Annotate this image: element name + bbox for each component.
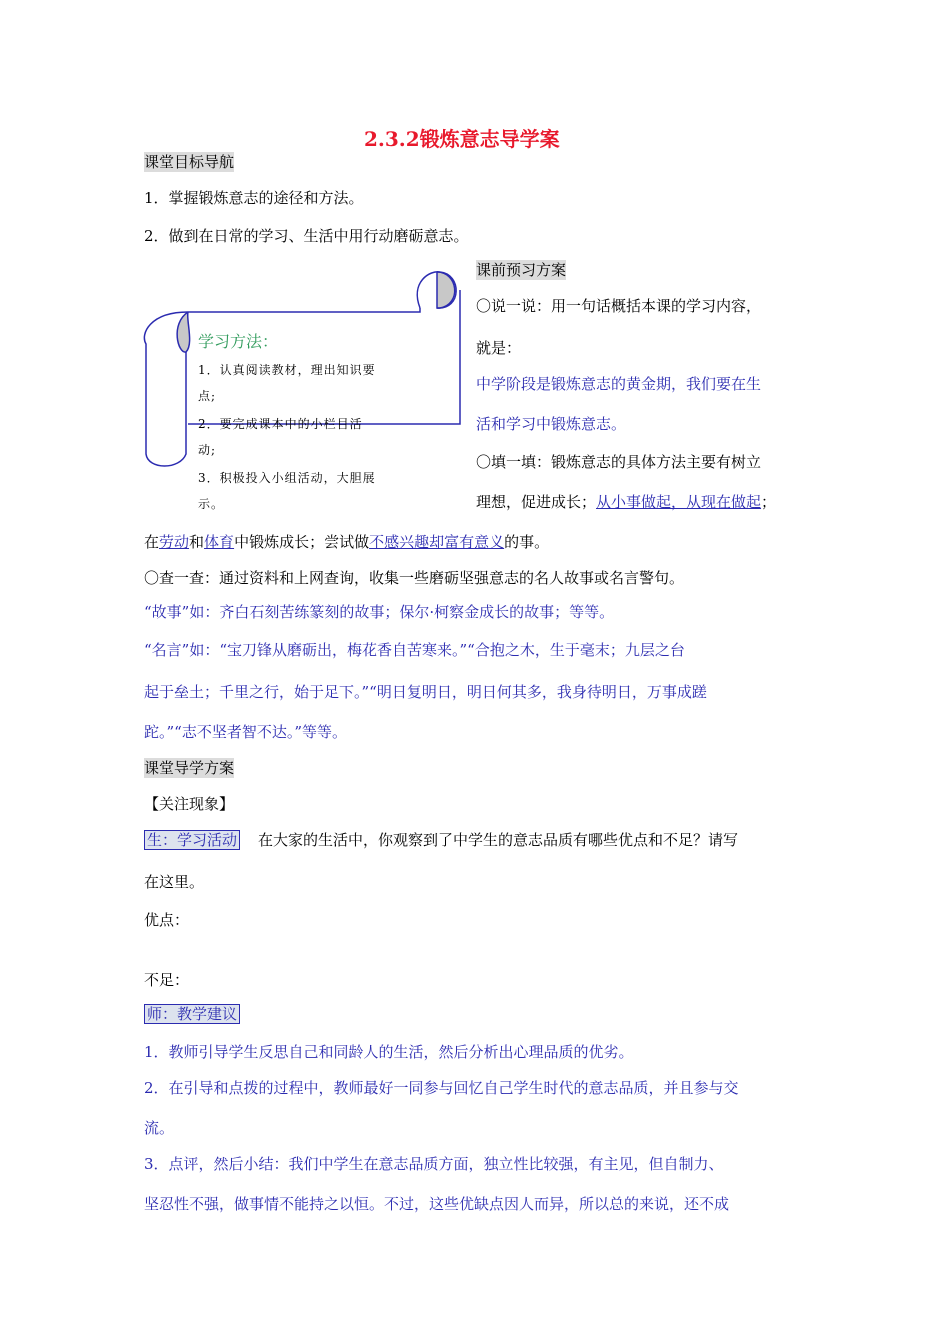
fill-question-line2 [476,492,776,512]
student-question-line1 [144,830,738,850]
suggestion-3-line2: 坚忍性不强，做事情不能持之以恒。不过，这些优缺点因人而异，所以总的来说，还不成 [144,1195,730,1213]
scroll-heading: 学习方法： [198,332,279,351]
student-tag: 生：学习活动 [144,830,240,850]
fill-answer-sports: 体育 [204,533,235,551]
section-heading-goals: 课堂目标导航 [144,153,235,171]
goal-item-1: 1．掌握锻炼意志的途径和方法。 [144,189,364,207]
say-question-line1: 〇说一说：用一句话概括本课的学习内容， [476,297,762,315]
page-title: 2.3.2锻炼意志导学案 [364,127,560,151]
focus-heading: 【关注现象】 [144,795,235,813]
fill-answer-small-things: 从小事做起，从现在做起 [596,493,762,511]
section-heading-preview: 课前预习方案 [476,261,567,279]
goal-item-2: 2．做到在日常的学习、生活中用行动磨砺意志。 [144,227,469,245]
say-answer-line1: 中学阶段是锻炼意志的黄金期，我们要在生 [476,375,762,393]
scroll-line: 1．认真阅读教材，理出知识要 [198,363,376,377]
scroll-line: 示。 [198,497,225,511]
demerit-label: 不足： [144,971,190,989]
scroll-line: 2．要完成课本中的小栏目活 [198,417,363,431]
say-question-line2: 就是： [476,339,522,357]
fill-answer-meaningful: 不感兴趣却富有意义 [369,533,505,551]
fill-answer-labor: 劳动 [159,533,190,551]
scroll-line: 3．积极投入小组活动，大胆展 [198,471,376,485]
student-question-line2: 在这里。 [144,873,205,891]
fill-separator: ； [761,493,777,511]
suggestion-1: 1．教师引导学生反思自己和同龄人的生活，然后分析出心理品质的优劣。 [144,1043,634,1061]
quote-line3: 跎。”“志不坚者智不达。”等等。 [144,723,348,741]
fill-text: 在 [144,533,160,551]
fill-text: 理想，促进成长； [476,493,597,511]
check-question: 〇查一查：通过资料和上网查询，收集一些磨砺坚强意志的名人故事或名言警句。 [144,569,685,587]
story-examples: “故事”如：齐白石刻苦练篆刻的故事；保尔·柯察金成长的故事；等等。 [144,603,615,621]
teacher-tag: 师：教学建议 [144,1004,240,1024]
fill-line3 [144,532,549,552]
section-heading-classroom: 课堂导学方案 [144,759,235,777]
fill-text: 中锻炼成长；尝试做 [234,533,370,551]
teacher-tag-line [144,1004,240,1024]
suggestion-2-line1: 2．在引导和点拨的过程中，教师最好一同参与回忆自己学生时代的意志品质，并且参与交 [144,1079,739,1097]
scroll-line: 动; [198,443,217,457]
question-text: 在大家的生活中，你观察到了中学生的意志品质有哪些优点和不足？请写 [258,831,739,849]
suggestion-3-line1: 3．点评，然后小结：我们中学生在意志品质方面，独立性比较强，有主见，但自制力、 [144,1155,724,1173]
say-answer-line2: 活和学习中锻炼意志。 [476,415,627,433]
quote-line2: 起于垒土；千里之行，始于足下。”“明日复明日，明日何其多，我身待明日，万事成蹉 [144,683,707,701]
fill-question-line1: 〇填一填：锻炼意志的具体方法主要有树立 [476,453,762,471]
quote-line1: “名言”如：“宝刀锋从磨砺出，梅花香自苦寒来。”“合抱之木，生于毫末；九层之台 [144,641,685,659]
fill-text: 的事。 [504,533,550,551]
scroll-line: 点; [198,389,217,403]
suggestion-2-line2: 流。 [144,1119,175,1137]
fill-text: 和 [189,533,205,551]
merit-label: 优点： [144,911,190,929]
